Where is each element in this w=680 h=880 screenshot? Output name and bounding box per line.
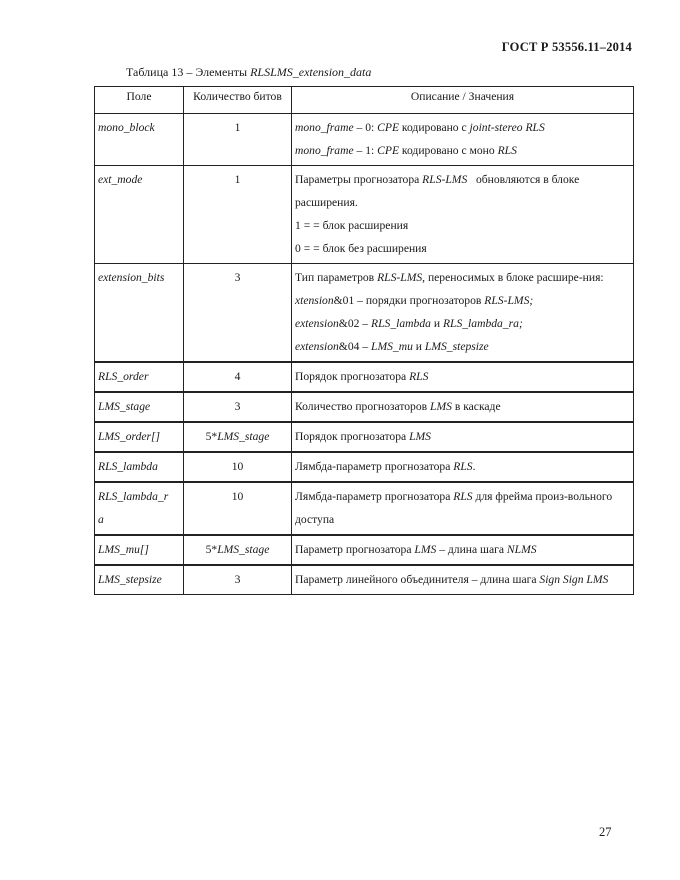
description-cell bbox=[292, 392, 634, 422]
field-name-cell: extension_bits bbox=[95, 264, 184, 363]
table-row bbox=[95, 114, 634, 166]
bits-cell: 1 bbox=[184, 114, 292, 166]
caption-title: RLSLMS_extension_data bbox=[250, 65, 372, 79]
bits-cell: 3 bbox=[184, 565, 292, 595]
description-line: extension&04 – LMS_mu и LMS_stepsize bbox=[295, 340, 489, 353]
bits-cell: 5*LMS_stage bbox=[184, 422, 292, 452]
table-row bbox=[95, 452, 634, 482]
column-header-description: Описание / Значения bbox=[292, 87, 634, 114]
description-line: Тип параметров RLS-LMS, переносимых в блоке расшире-ния: bbox=[295, 271, 604, 284]
field-name-cell: LMS_stepsize bbox=[95, 565, 184, 595]
description-line: Параметр линейного объединителя – длина шага Sign Sign LMS bbox=[295, 573, 609, 586]
description-line: Параметр прогнозатора LMS – длина шага NLMS bbox=[295, 543, 537, 556]
field-name-cell: RLS_lambda bbox=[95, 452, 184, 482]
description-cell bbox=[292, 114, 634, 166]
description-line: extension&02 – RLS_lambda и RLS_lambda_ra; bbox=[295, 317, 523, 330]
description-line: Параметры прогнозатора RLS-LMS обновляются в блоке расширения. bbox=[295, 173, 580, 209]
description-cell bbox=[292, 452, 634, 482]
bits-cell: 3 bbox=[184, 264, 292, 363]
table-row bbox=[95, 264, 634, 363]
description-line: Порядок прогнозатора LMS bbox=[295, 430, 431, 443]
table-caption bbox=[126, 65, 371, 80]
description-line: 0 = = блок без расширения bbox=[295, 242, 427, 255]
bits-cell: 10 bbox=[184, 452, 292, 482]
field-name-cell: mono_block bbox=[95, 114, 184, 166]
table-row bbox=[95, 362, 634, 392]
description-cell bbox=[292, 482, 634, 535]
description-cell bbox=[292, 166, 634, 264]
table-row bbox=[95, 482, 634, 535]
bits-cell: 5*LMS_stage bbox=[184, 535, 292, 565]
page-number: 27 bbox=[599, 825, 612, 839]
field-name-cell: LMS_mu[] bbox=[95, 535, 184, 565]
table-header-row bbox=[95, 87, 634, 114]
description-line: Порядок прогнозатора RLS bbox=[295, 370, 429, 383]
field-name-cell: ext_mode bbox=[95, 166, 184, 264]
description-cell bbox=[292, 422, 634, 452]
bits-cell: 1 bbox=[184, 166, 292, 264]
field-name-cell: LMS_stage bbox=[95, 392, 184, 422]
field-name-cell: RLS_lambda_r a bbox=[95, 482, 184, 535]
description-line: xtension&01 – порядки прогнозаторов RLS-LMS; bbox=[295, 294, 534, 307]
description-line: 1 = = блок расширения bbox=[295, 219, 409, 232]
table-row bbox=[95, 565, 634, 595]
description-line: Лямбда-параметр прогнозатора RLS. bbox=[295, 460, 476, 473]
description-line: mono_frame – 1: CPE кодировано с моно RLS bbox=[295, 144, 517, 157]
column-header-field: Поле bbox=[95, 87, 184, 114]
field-name-cell: LMS_order[] bbox=[95, 422, 184, 452]
description-cell bbox=[292, 535, 634, 565]
description-cell bbox=[292, 264, 634, 363]
description-line: mono_frame – 0: CPE кодировано с joint-stereo RLS bbox=[295, 121, 545, 134]
description-line: Количество прогнозаторов LMS в каскаде bbox=[295, 400, 501, 413]
table-row bbox=[95, 535, 634, 565]
bits-cell: 10 bbox=[184, 482, 292, 535]
description-line: Лямбда-параметр прогнозатора RLS для фрейма произ-вольного доступа bbox=[295, 490, 613, 526]
table-row bbox=[95, 422, 634, 452]
table-row bbox=[95, 392, 634, 422]
field-name-cell: RLS_order bbox=[95, 362, 184, 392]
elements-table bbox=[94, 86, 634, 595]
bits-cell: 3 bbox=[184, 392, 292, 422]
description-cell bbox=[292, 362, 634, 392]
description-cell bbox=[292, 565, 634, 595]
column-header-bits: Количество битов bbox=[184, 87, 292, 114]
caption-prefix: Таблица 13 – Элементы bbox=[126, 65, 251, 79]
bits-cell: 4 bbox=[184, 362, 292, 392]
document-header: ГОСТ Р 53556.11–2014 bbox=[501, 40, 632, 54]
table-row bbox=[95, 166, 634, 264]
